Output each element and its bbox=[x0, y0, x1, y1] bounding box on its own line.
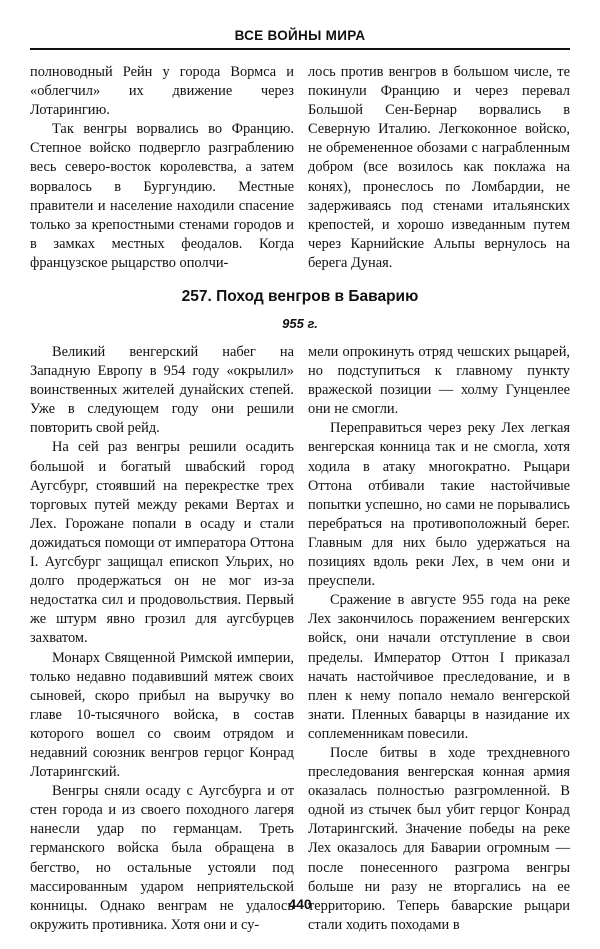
paragraph: Сражение в августе 955 года на реке Лех закончилось поражением венгерских войск, они начали отступление в свои пределы. Император Оттон I приказал начать настойчивое преследование, и в плен к нему попало немало венгерской знати. Пленных баварцы в назидание их соплеменникам повесили. bbox=[308, 592, 570, 742]
paragraph: полноводный Рейн у города Вормса и «облегчил» их движение через Лотарингию. bbox=[30, 64, 294, 119]
paragraph: Так венгры ворвались во Францию. Степное войско подвергло разграблению весь северо-восток королевства, а затем ворвалось в Бургундию. Местные правители и население находили спасение только за крепостными стенами городов и в замках местных феодалов. Когда французское рыцарство ополчи- bbox=[30, 121, 294, 271]
section-text-right-column bbox=[308, 343, 570, 935]
paragraph: Монарх Священной Римской империи, только недавно подавивший мятеж своих сыновей, скоро прибыл на выручку во главе 10-тысячного войска, в состав которого вошел со своим отрядом и недавний союзник венгров герцог Конрад Лотарингский. bbox=[30, 649, 294, 781]
paragraph: Переправиться через реку Лех легкая венгерская конница так и не смогла, хотя ходила в атаку многократно. Рыцари Оттона отбивали такие настойчивые попытки успешно, но сами не порывались перебраться на противоположный берег. Главным для них было удержаться на позициях вдоль реки Лех, в чем они и преуспели. bbox=[308, 420, 570, 590]
continued-text-right-column bbox=[308, 63, 570, 273]
paragraph: После битвы в ходе трехдневного преследования венгерская конная армия оказалась полностью разгромленной. В одной из стычек был убит герцог Конрад Лотарингский. Значение победы на реке Лех оказалось для Баварии огромным — после понесенного разгрома венгры больше ни разу не вторгались на ее территорию. Теперь баварские рыцари стали ходить походами в bbox=[308, 744, 570, 933]
paragraph: Великий венгерский набег на Западную Европу в 954 году «окрылил» воинственных жителей дунайских степей. Уже в следующем году они решили повторить свой рейд. bbox=[30, 344, 294, 437]
page-number: 440 bbox=[288, 896, 312, 912]
running-header: ВСЕ ВОЙНЫ МИРА bbox=[234, 28, 366, 43]
continued-text-left-column bbox=[30, 63, 294, 273]
section-date: 955 г. bbox=[282, 316, 318, 331]
paragraph: мели опрокинуть отряд чешских рыцарей, но подступиться к главному пункту вражеской позиции — холму Гунценлее они не смогли. bbox=[308, 344, 570, 418]
paragraph: На сей раз венгры решили осадить большой и богатый швабский город Аугсбург, стоявший на перекрестке трех торговых путей между реками Вертах и Лех. Горожане попали в осаду и стали дожидаться помощи от императора Оттона I. Аугсбург защищал епископ Ульрих, но долго продержаться он не мог из-за недостатка сил и продовольствия. Первый же штурм явно грозил для аугсбурцев захватом. bbox=[30, 439, 294, 647]
paragraph: лось против венгров в большом числе, те покинули Францию и через перевал Большой Сен-Бернар ворвались в Северную Италию. Легкоконное войско, не обремененное обозами с награбленным добром (все возилось как поклажа на конях), пронеслось по Ломбардии, не задерживаясь под стенами итальянских крепостей, и хорошо изведанным путем через Карнийские Альпы вернулось на берега Дуная. bbox=[308, 64, 570, 271]
paragraph: Венгры сняли осаду с Аугсбурга и от стен города и из своего походного лагеря нанесли удар по германцам. Треть германского войска была обращена в бегство, но остальные устояли под массированным ударом неприятельской конницы. Однако венграм не удалось окружить противника. Хотя они и су- bbox=[30, 783, 294, 933]
header-rule bbox=[30, 48, 570, 50]
section-title: 257. Поход венгров в Баварию bbox=[181, 288, 419, 305]
section-text-left-column bbox=[30, 343, 294, 935]
